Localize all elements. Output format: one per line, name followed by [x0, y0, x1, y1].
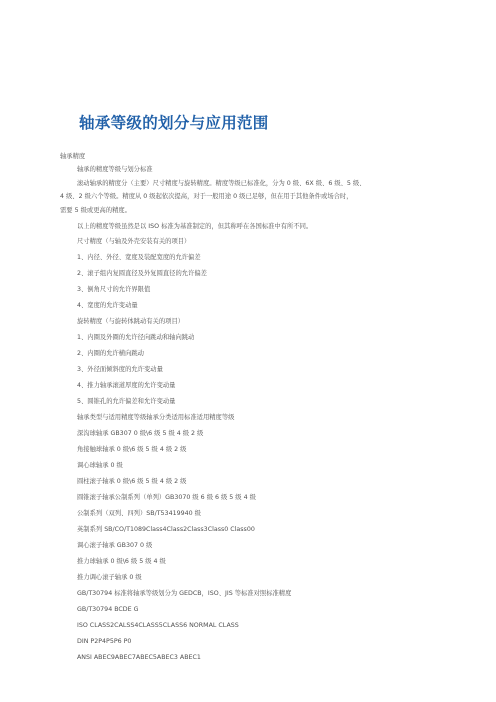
- text-line: 深沟球轴承 GB307 0 级\6 级 5 级 4 级 2 级: [77, 430, 204, 437]
- document-title: 轴承等级的划分与应用范围: [79, 114, 269, 132]
- text-line: 尺寸精度（与轴及外壳安装有关的项目）: [77, 238, 191, 245]
- text-line: 调心滚子轴承 GB307 0 级: [77, 542, 153, 549]
- text-line: 推力球轴承 0 级\6 级 5 级 4 级: [77, 558, 166, 565]
- text-line: 圆柱滚子轴承 0 级\6 级 5 级 4 级 2 级: [77, 478, 187, 485]
- text-line: 轴承的精度等级与划分标准: [77, 166, 153, 173]
- text-line: 角接触球轴承 0 级\6 级 5 级 4 级 2 级: [77, 446, 187, 453]
- text-line: 圆锥滚子轴承公制系列（单列）GB3070 级 6 级 6 级 5 级 4 级: [77, 494, 256, 501]
- text-line: DIN P2P4P5P6 P0: [77, 638, 132, 645]
- list-item: 1、内圈及外圈的允许径向跳动和轴向跳动: [77, 334, 195, 341]
- list-item: 3、外径面倾斜度的允许变动量: [77, 366, 163, 373]
- text-line: 滚动轴承的精度分（主要）尺寸精度与旋转精度。精度等级已标准化，分为 0 级、6X 级、6 级、5 级、: [77, 180, 366, 187]
- text-line: ANSI ABEC9ABEC7ABEC5ABEC3 ABEC1: [77, 654, 201, 661]
- text-line: GB/T30794 BCDE G: [77, 606, 139, 613]
- text-line: 4 级、2 级六个等级。精度从 0 级起依次提高，对于一般用途 0 级已足够，但在用于其他条件或场合时，: [60, 193, 353, 200]
- list-item: 4、宽度的允许变动量: [77, 302, 138, 309]
- list-item: 5、圆锥孔的允许偏差和允许变动量: [77, 398, 176, 405]
- list-item: 2、内圈的允许横向跳动: [77, 350, 144, 357]
- list-item: 3、倒角尺寸的允许界限值: [77, 286, 151, 293]
- text-line: ISO CLASS2CALSS4CLASS5CLASS6 NORMAL CLASS: [77, 622, 239, 629]
- text-line: GB/T30794 标准将轴承等级划分为 GEDCB，ISO、JIS 等标准对照标准精度: [77, 590, 292, 597]
- text-line: 推力调心滚子轴承 0 级: [77, 574, 142, 581]
- list-item: 2、滚子组内复圆直径及外复圆直径的允许偏差: [77, 270, 207, 277]
- text-line: 调心球轴承 0 级: [77, 462, 123, 469]
- text-line: 英制系列 SB/CO/T1089Class4Class2Class3Class0 Class00: [77, 526, 255, 533]
- text-line: 以上的精度等级虽然是以 ISO 标准为基准制定的，但其称呼在各国标准中有所不同。: [77, 223, 313, 230]
- text-line: 旋转精度（与旋转体跳动有关的项目）: [77, 318, 185, 325]
- text-line: 轴承类型与适用精度等级轴承分类适用标准适用精度等级: [77, 414, 235, 421]
- text-line: 公制系列（双列、四列）SB/T53419940 级: [77, 510, 201, 517]
- list-item: 4、推力轴承滚道厚度的允许变动量: [77, 382, 176, 389]
- list-item: 1、内径、外径、宽度及装配宽度的允许偏差: [77, 254, 201, 261]
- section-heading: 轴承精度: [60, 153, 86, 160]
- text-line: 需要 5 级或更高的精度。: [60, 207, 131, 214]
